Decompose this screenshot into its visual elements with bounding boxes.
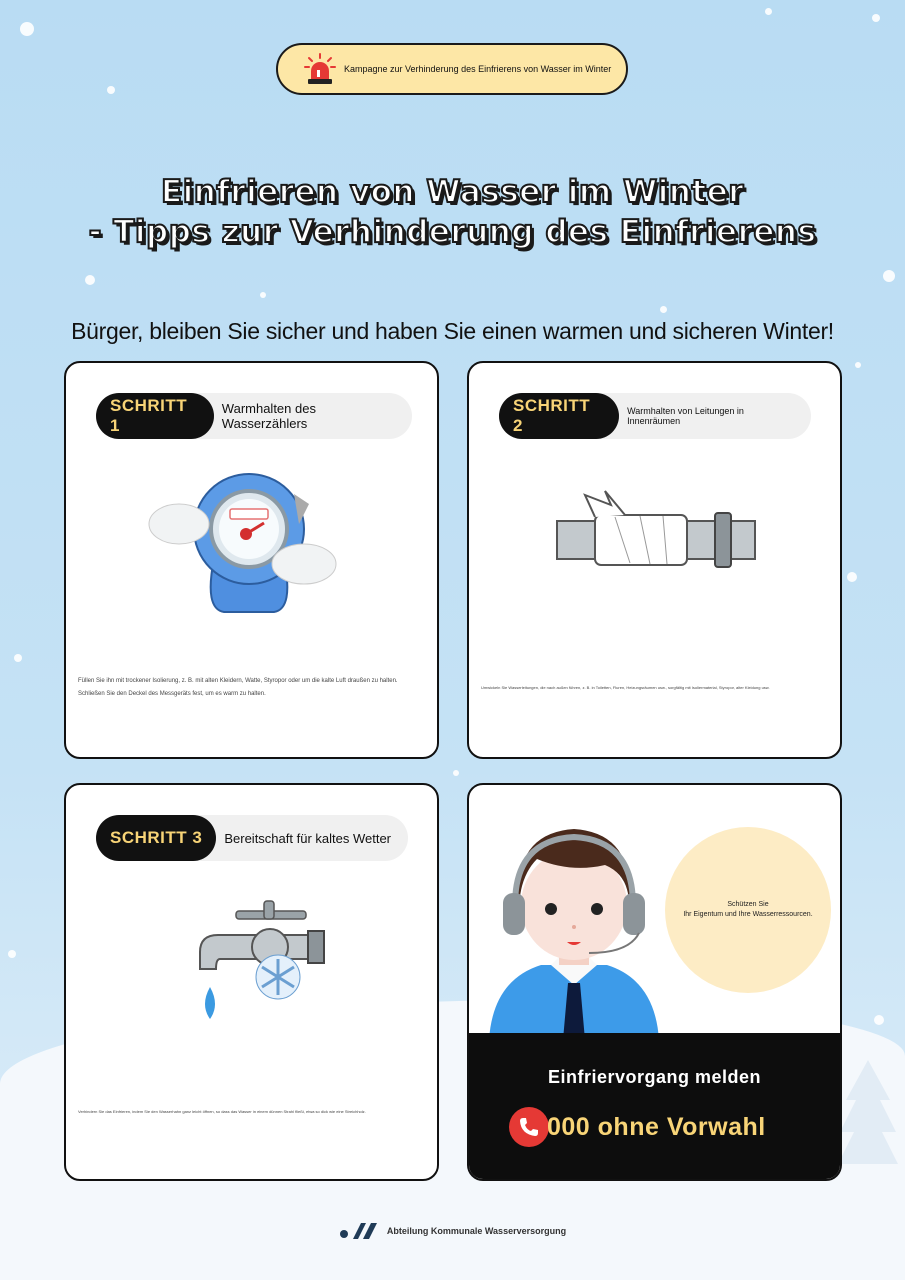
- snowflake: [847, 572, 857, 582]
- step-card-1: [64, 361, 439, 759]
- step-desc-line: Schließen Sie den Deckel des Messgeräts fest, um es warm zu halten.: [78, 691, 266, 697]
- snowflake: [453, 770, 459, 776]
- pine-tree-icon: [838, 1060, 898, 1170]
- title-line-2: - Tipps zur Verhinderung des Einfrierens: [88, 214, 817, 250]
- step-title: Bereitschaft für kaltes Wetter: [224, 830, 392, 846]
- step-badge: SCHRITT 1: [96, 393, 214, 439]
- contact-card: [467, 783, 842, 1181]
- step-badge: SCHRITT 3: [96, 815, 216, 861]
- snowflake: [20, 22, 34, 36]
- speech-bubble: [665, 827, 831, 993]
- department-logo: [339, 1221, 381, 1241]
- step-description: [78, 675, 425, 701]
- campaign-banner: [276, 43, 628, 95]
- step-header: [499, 393, 811, 439]
- page-subtitle: Bürger, bleiben Sie sicher und haben Sie einen warmen und sicheren Winter!: [71, 318, 834, 344]
- snowflake: [260, 292, 266, 298]
- hotline[interactable]: [509, 1107, 766, 1147]
- snowflake: [660, 306, 667, 313]
- snowflake: [14, 654, 22, 662]
- snowflake: [8, 950, 16, 958]
- step-description: [78, 1105, 425, 1118]
- report-label: Einfriervorgang melden: [547, 1067, 762, 1087]
- step-header: [96, 815, 408, 861]
- step-desc-line: Verhindern Sie das Einfrieren, indem Sie den Wasserhahn ganz leicht öffnen, so dass das Wasser in einem dünnen Strahl fließt, etwa so dick wie eine Streichholz.: [78, 1109, 366, 1114]
- wrapped-pipe-icon: [555, 489, 757, 573]
- department-name: Abteilung Kommunale Wasserversorgung: [386, 1226, 567, 1236]
- campaign-label: Kampagne zur Verhinderung des Einfrierens von Wasser im Winter: [344, 64, 612, 74]
- page-title: [0, 172, 905, 252]
- phone-icon: [509, 1107, 549, 1147]
- snowflake: [107, 86, 115, 94]
- snowflake: [872, 14, 880, 22]
- step-card-3: [64, 783, 439, 1181]
- step-badge: SCHRITT 2: [499, 393, 619, 439]
- step-desc-line: Umwickeln Sie Wasserleitungen, die nach außen führen, z. B. in Toiletten, Fluren, Heizungsräumen usw., sorgfältig mit Isoliermaterial, Styropor, alter Kleidung usw.: [481, 685, 770, 690]
- step-description: [481, 681, 828, 694]
- dripping-faucet-icon: [190, 897, 330, 1032]
- report-panel: [469, 1033, 840, 1179]
- step-title: Warmhalten von Leitungen in Innenräumen: [627, 406, 744, 426]
- step-title: Warmhalten des Wasserzählers: [221, 401, 316, 431]
- footer: [0, 1221, 905, 1241]
- bubble-text: Ihr Eigentum und Ihre Wasserressourcen.: [683, 911, 813, 918]
- step-header: [96, 393, 412, 439]
- title-line-1: Einfrieren von Wasser im Winter: [160, 174, 745, 210]
- step-desc-line: Füllen Sie ihn mit trockener Isolierung, z. B. mit alten Kleidern, Watte, Styropor oder um die kalte Luft draußen zu halten.: [78, 678, 398, 684]
- siren-icon: [302, 52, 338, 86]
- snowflake: [874, 1015, 884, 1025]
- bubble-text: Schützen Sie: [727, 901, 769, 908]
- hotline-number: 000 ohne Vorwahl: [547, 1112, 766, 1141]
- operator-avatar: [489, 815, 659, 1040]
- step-card-2: [467, 361, 842, 759]
- snowflake: [85, 275, 95, 285]
- snowflake: [765, 8, 772, 15]
- water-meter-icon: [144, 469, 344, 619]
- snowflake: [855, 362, 861, 368]
- snowflake: [883, 270, 895, 282]
